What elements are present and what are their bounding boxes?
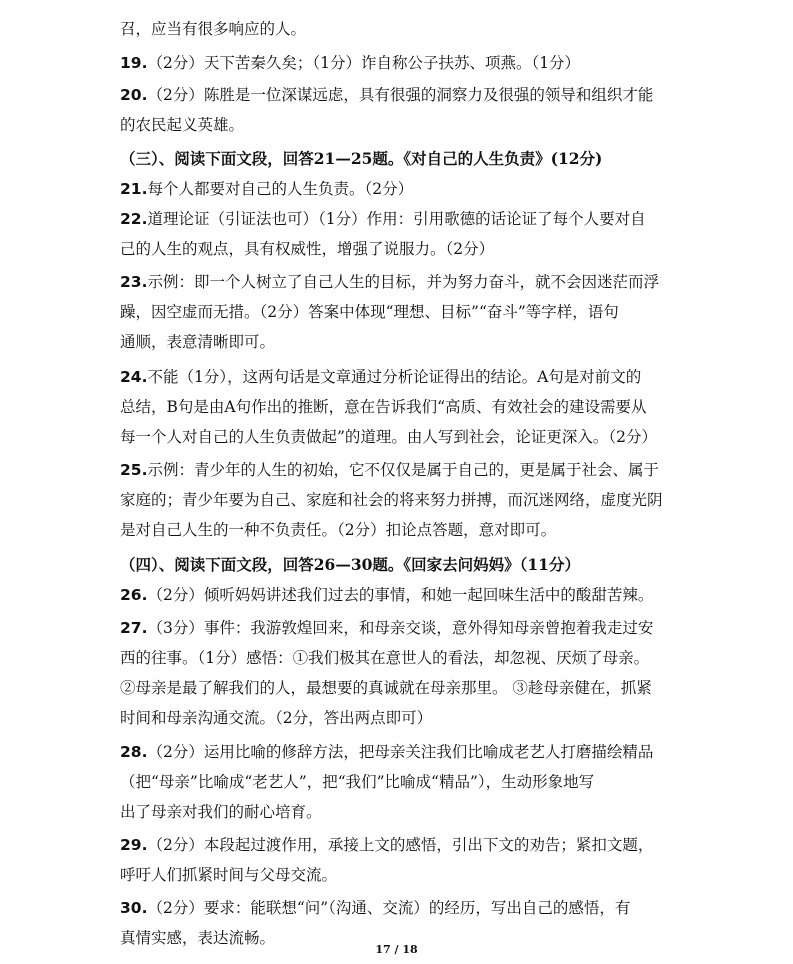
line-text: （2分）倾听妈妈讲述我们过去的事情，和她一起回味生活中的酸甜苦辣。 — [147, 586, 654, 604]
text-line — [120, 204, 680, 234]
text-line — [120, 392, 680, 422]
question-number: 20. — [120, 86, 148, 104]
text-line — [120, 110, 680, 140]
text-line — [120, 737, 680, 767]
line-text: 是对自己人生的一种不负责任。（2分）扣论点答题，意对即可。 — [120, 521, 557, 539]
section-heading — [120, 144, 680, 174]
text-line — [120, 830, 680, 860]
line-text: （把“母亲”比喻成“老艺人”，把“我们”比喻成“精品”），生动形象地写 — [120, 773, 595, 791]
question-number: 25. — [120, 461, 148, 479]
line-text: （2分）本段起过渡作用，承接上文的感悟，引出下文的劝告；紧扣文题， — [147, 836, 654, 854]
text-line — [120, 14, 680, 44]
text-line — [120, 893, 680, 923]
line-text: 道理论证（引证法也可）（1分）作用：引用歌德的话论证了每个人要对自 — [147, 210, 646, 228]
question-number: 21. — [120, 180, 148, 198]
line-text: 示例：青少年的人生的初始，它不仅仅是属于自己的，更是属于社会、属于 — [147, 461, 659, 479]
question-number: 27. — [120, 619, 148, 637]
question-number: 22. — [120, 210, 148, 228]
line-text: 每一个人对自己的人生负责做起”的道理。由人写到社会，论证更深入。（2分） — [120, 428, 658, 446]
line-text: （2分）运用比喻的修辞方法，把母亲关注我们比喻成老艺人打磨描绘精品 — [147, 743, 654, 761]
text-line — [120, 797, 680, 827]
line-text: （2分）陈胜是一位深谋远虑，具有很强的洞察力及很强的领导和组织才能 — [147, 86, 654, 104]
line-text: 的农民起义英雄。 — [120, 116, 245, 134]
text-line — [120, 767, 680, 797]
text-line — [120, 485, 680, 515]
line-text: 己的人生的观点，具有权威性，增强了说服力。（2分） — [120, 240, 495, 258]
page-number: 17 / 18 — [375, 943, 418, 956]
text-line — [120, 455, 680, 485]
line-text: 时间和母亲沟通交流。（2分，答出两点即可） — [120, 709, 433, 727]
text-line — [120, 580, 680, 610]
line-text: 呼吁人们抓紧时间与父母交流。 — [120, 866, 338, 884]
text-line — [120, 174, 680, 204]
text-line — [120, 422, 680, 452]
text-line — [120, 613, 680, 643]
text-line — [120, 80, 680, 110]
section-heading — [120, 550, 680, 580]
line-text: 家庭的；青少年要为自己、家庭和社会的将来努力拼搏，而沉迷网络，虚度光阴 — [120, 491, 663, 509]
line-text: 通顺，表意清晰即可。 — [120, 333, 276, 351]
line-text: （三）、阅读下面文段，回答21—25题。《对自己的人生负责》(12分) — [120, 149, 603, 168]
text-line — [120, 515, 680, 545]
text-line — [120, 860, 680, 890]
question-number: 23. — [120, 273, 148, 291]
text-line — [120, 703, 680, 733]
text-line — [120, 297, 680, 327]
text-line — [120, 362, 680, 392]
line-text: 总结，B句是由A句作出的推断，意在告诉我们“高质、有效社会的建设需要从 — [120, 398, 647, 416]
text-line — [120, 673, 680, 703]
line-text: 真情实感，表达流畅。 — [120, 929, 276, 947]
question-number: 29. — [120, 836, 148, 854]
line-text: （3分）事件：我游敦煌回来，和母亲交谈，意外得知母亲曾抱着我走过安 — [147, 619, 654, 637]
line-text: 躁，因空虚而无措。（2分）答案中体现“理想、目标”“奋斗”等字样，语句 — [120, 303, 619, 321]
line-text: （2分）要求：能联想“问”（沟通、交流）的经历，写出自己的感悟，有 — [147, 899, 631, 917]
line-text: 西的往事。（1分）感悟：①我们极其在意世人的看法，却忽视、厌烦了母亲。 — [120, 649, 650, 667]
line-text: ②母亲是最了解我们的人，最想要的真诚就在母亲那里。 ③趁母亲健在，抓紧 — [120, 679, 652, 697]
line-text: 出了母亲对我们的耐心培育。 — [120, 803, 322, 821]
line-text: 不能（1分），这两句话是文章通过分析论证得出的结论。A句是对前文的 — [147, 368, 642, 386]
text-line — [120, 327, 680, 357]
line-text: 每个人都要对自己的人生负责。（2分） — [147, 180, 414, 198]
question-number: 24. — [120, 368, 148, 386]
question-number: 19. — [120, 54, 148, 72]
line-text: 示例：即一个人树立了自己人生的目标，并为努力奋斗，就不会因迷茫而浮 — [147, 273, 659, 291]
text-line — [120, 643, 680, 673]
question-number: 28. — [120, 743, 148, 761]
question-number: 30. — [120, 899, 148, 917]
line-text: （四）、阅读下面文段，回答26—30题。《回家去问妈妈》（11分） — [120, 555, 580, 574]
line-text: 召，应当有很多响应的人。 — [120, 20, 307, 38]
text-line — [120, 267, 680, 297]
text-line — [120, 48, 680, 78]
question-number: 26. — [120, 586, 148, 604]
line-text: （2分）天下苦秦久矣；（1分）诈自称公子扶苏、项燕。（1分） — [147, 54, 581, 72]
text-line — [120, 234, 680, 264]
